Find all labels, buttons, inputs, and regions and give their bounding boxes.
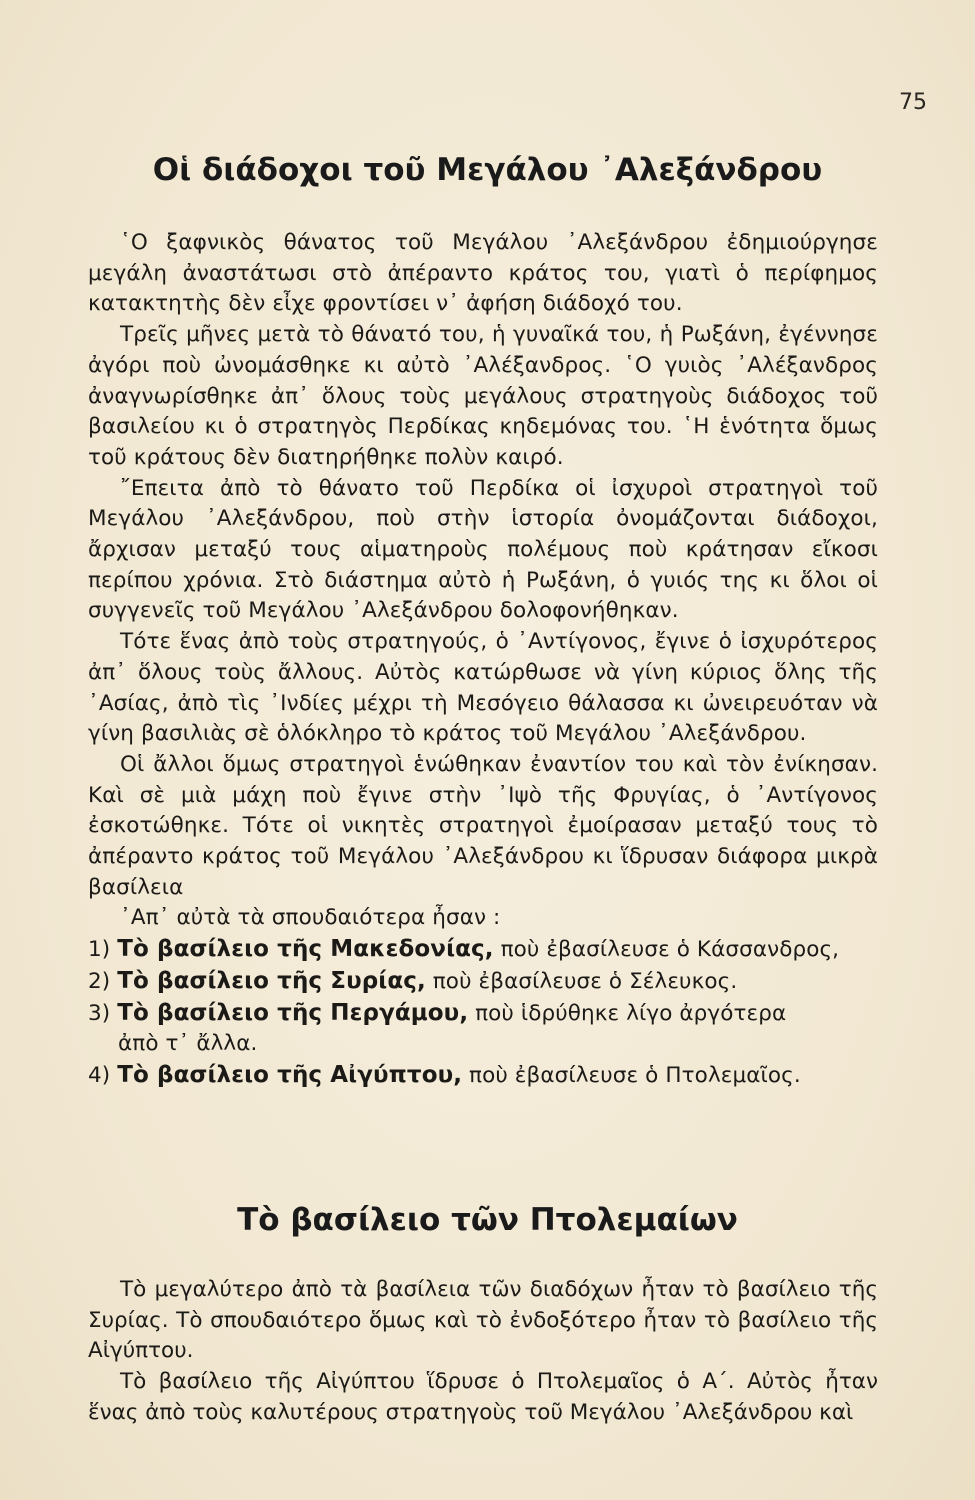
section-title: Τὸ βασίλειο τῶν Πτολεμαίων (237, 1202, 738, 1238)
item-number: 4) (88, 1062, 111, 1088)
list-item (88, 998, 878, 1060)
item-rest: ποὺ ἐβασίλευσε ὁ Κάσσανδρος, (500, 937, 840, 963)
chapter-body (88, 228, 878, 1092)
list-item (88, 934, 878, 966)
kingdom-name: Τὸ βασίλειο τῆς Μακεδονίας, (117, 936, 494, 963)
item-number: 3) (88, 1000, 111, 1026)
item-number: 2) (88, 968, 111, 994)
item-continuation: ἀπὸ τ᾿ ἄλλα. (118, 1031, 258, 1057)
paragraph-6: Τὸ μεγαλύτερο ἀπὸ τὰ βασίλεια τῶν διαδόχων ἦταν τὸ βασίλειο τῆς Συρίας. Τὸ σπουδαιότερο ὅμως καὶ τὸ ἐνδοξότερο ἦταν τὸ βασίλειο τῆς Αἰγύπτου. (88, 1277, 878, 1364)
item-rest: ποὺ ἐβασίλευσε ὁ Πτολεμαῖος. (469, 1062, 801, 1088)
kingdom-name: Τὸ βασίλειο τῆς Συρίας, (117, 967, 426, 994)
paragraph-1: ῾Ο ξαφνικὸς θάνατος τοῦ Μεγάλου ᾿Αλεξάνδρου ἐδημιούργησε μεγάλη ἀναστάτωσι στὸ ἀπέραντο κράτος του, γιατὶ ὁ περίφημος κατακτητὴς δὲν εἶχε φροντίσει ν᾿ ἀφήση διάδοχό του. (88, 230, 878, 317)
paragraph-3: ῎Επειτα ἀπὸ τὸ θάνατο τοῦ Περδίκα οἱ ἰσχυροὶ στρατηγοὶ τοῦ Μεγάλου ᾿Αλεξάνδρου, ποὺ στὴν ἱστορία ὀνομάζονται διάδοχοι, ἄρχισαν μεταξύ τους αἱματηροὺς πολέμους ποὺ κράτησαν εἴκοσι περίπου χρόνια. Στὸ διάστημα αὐτὸ ἡ Ρωξάνη, ὁ γυιός της κι ὅλοι οἱ συγγενεῖς τοῦ Μεγάλου ᾿Αλεξάνδρου δολοφονήθηκαν. (88, 475, 878, 624)
chapter-title: Οἱ διάδοχοι τοῦ Μεγάλου ᾿Αλεξάνδρου (152, 152, 823, 188)
item-rest: ποὺ ἱδρύθηκε λίγο ἀργότερα (475, 1000, 787, 1026)
section-body (88, 1275, 878, 1429)
item-number: 1) (88, 937, 111, 963)
page-number: 75 (899, 90, 927, 115)
kingdom-name: Τὸ βασίλειο τῆς Περγάμου, (117, 999, 469, 1026)
kingdom-name: Τὸ βασίλειο τῆς Αἰγύπτου, (117, 1061, 463, 1088)
list-item (88, 966, 878, 998)
paragraph-7: Τὸ βασίλειο τῆς Αἰγύπτου ἵδρυσε ὁ Πτολεμαῖος ὁ Α΄. Αὐτὸς ἦταν ἕνας ἀπὸ τοὺς καλυτέρους στρατηγοὺς τοῦ Μεγάλου ᾿Αλεξάνδρου καὶ (88, 1369, 878, 1425)
kingdoms-list (88, 934, 878, 1092)
item-rest: ποὺ ἐβασίλευσε ὁ Σέλευκος. (432, 968, 738, 994)
list-intro: ᾿Απ᾿ αὐτὰ τὰ σπουδαιότερα ἦσαν : (120, 905, 501, 931)
paragraph-4: Τότε ἕνας ἀπὸ τοὺς στρατηγούς, ὁ ᾿Αντίγονος, ἔγινε ὁ ἰσχυρότερος ἀπ᾿ ὅλους τοὺς ἄλλους. Αὐτὸς κατώρθωσε νὰ γίνη κύριος ὅλης τῆς ᾿Ασίας, ἀπὸ τὶς ᾿Ινδίες μέχρι τὴ Μεσόγειο θάλασσα κι ὠνειρευόταν νὰ γίνη βασιλιὰς σὲ ὁλόκληρο τὸ κράτος τοῦ Μεγάλου ᾿Αλεξάνδρου. (88, 629, 878, 747)
paragraph-5: Οἱ ἄλλοι ὅμως στρατηγοὶ ἑνώθηκαν ἐναντίον του καὶ τὸν ἐνίκησαν. Καὶ σὲ μιὰ μάχη ποὺ ἔγινε στὴν ᾿Ιψὸ τῆς Φρυγίας, ὁ ᾿Αντίγονος ἐσκοτώθηκε. Τότε οἱ νικητὲς στρατηγοὶ ἐμοίρασαν μεταξύ τους τὸ ἀπέραντο κράτος τοῦ Μεγάλου ᾿Αλεξάνδρου κι ἵδρυσαν διάφορα μικρὰ βασίλεια (88, 751, 878, 900)
list-item (88, 1060, 878, 1092)
paragraph-2: Τρεῖς μῆνες μετὰ τὸ θάνατό του, ἡ γυναῖκά του, ἡ Ρωξάνη, ἐγέννησε ἀγόρι ποὺ ὠνομάσθηκε κι αὐτὸ ᾿Αλέξανδρος. ῾Ο γυιὸς ᾿Αλέξανδρος ἀναγνωρίσθηκε ἀπ᾿ ὅλους τοὺς μεγάλους στρατηγοὺς διάδοχος τοῦ βασιλείου κι ὁ στρατηγὸς Περδίκας κηδεμόνας του. ῾Η ἑνότητα ὅμως τοῦ κράτους δὲν διατηρήθηκε πολὺν καιρό. (88, 322, 878, 470)
